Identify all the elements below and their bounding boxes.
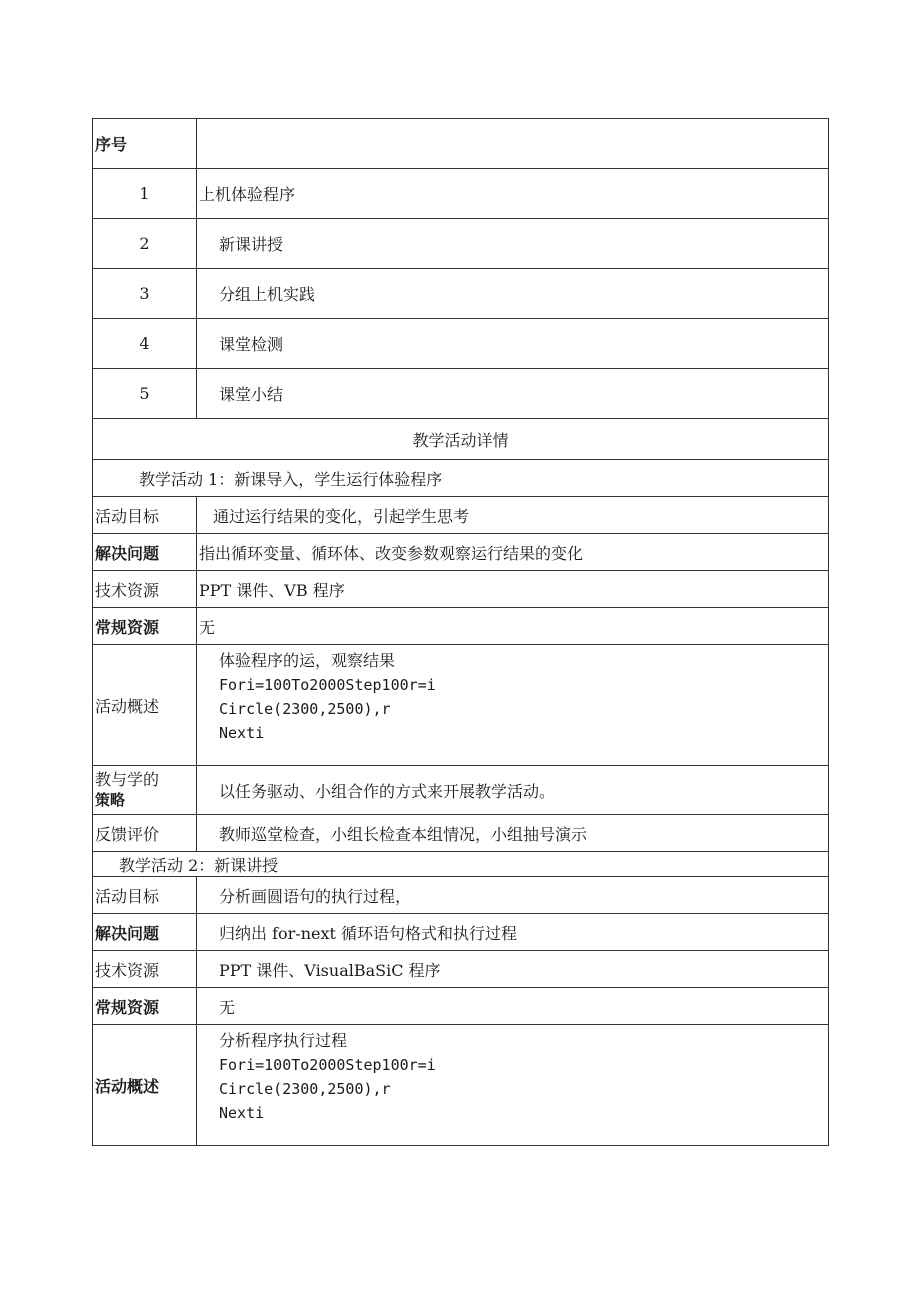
activity1-feedback: 教师巡堂检查，小组长检查本组情况，小组抽号演示: [197, 815, 829, 852]
activity1-problem-label: 解决问题: [93, 534, 197, 571]
table-row: [93, 877, 829, 914]
activity1-feedback-label: 反馈评价: [93, 815, 197, 852]
table-header-row: [93, 119, 829, 169]
activity2-goal: 分析画圆语句的执行过程，: [197, 877, 829, 914]
step-number: 1: [93, 169, 197, 219]
step-label: 分组上机实践: [197, 269, 829, 319]
activity1-tech: PPT 课件、VB 程序: [197, 571, 829, 608]
step-label: 新课讲授: [197, 219, 829, 269]
details-title-row: [93, 419, 829, 460]
activity1-title: 教学活动 1：新课导入，学生运行体验程序: [93, 460, 829, 497]
step-number: 4: [93, 319, 197, 369]
table-row: [93, 319, 829, 369]
code-line: Nexti: [219, 1104, 265, 1122]
activity1-goal-label: 活动目标: [93, 497, 197, 534]
table-row: [93, 369, 829, 419]
activity1-tech-label: 技术资源: [93, 571, 197, 608]
activity2-summary-label: 活动概述: [93, 1025, 197, 1146]
activity1-goal: 通过运行结果的变化，引起学生思考: [197, 497, 829, 534]
activity1-title-row: [93, 460, 829, 497]
activity2-tech: PPT 课件、VisualBaSiC 程序: [197, 951, 829, 988]
activity2-title-row: [93, 852, 829, 877]
step-label: 上机体验程序: [197, 169, 829, 219]
activity1-summary-label: 活动概述: [93, 645, 197, 766]
header-col2: [197, 119, 829, 169]
activity1-strategy: 以任务驱动、小组合作的方式来开展教学活动。: [197, 766, 829, 815]
activity2-regular: 无: [197, 988, 829, 1025]
table-row: [93, 169, 829, 219]
table-row: [93, 219, 829, 269]
table-row: [93, 571, 829, 608]
code-line: Fori=100To2000Step100r=i: [219, 1056, 436, 1074]
table-row: [93, 914, 829, 951]
activity2-title: 教学活动 2：新课讲授: [93, 852, 829, 877]
table-row: [93, 766, 829, 815]
activity1-summary: [197, 645, 829, 766]
code-line: Circle(2300,2500),r: [219, 700, 391, 718]
table-row: [93, 269, 829, 319]
details-title: 教学活动详情: [93, 419, 829, 460]
activity2-goal-label: 活动目标: [93, 877, 197, 914]
code-line: Circle(2300,2500),r: [219, 1080, 391, 1098]
activity1-regular: 无: [197, 608, 829, 645]
table-row: [93, 497, 829, 534]
step-number: 2: [93, 219, 197, 269]
table-row: [93, 951, 829, 988]
activity1-problem: 指出循环变量、循环体、改变参数观察运行结果的变化: [197, 534, 829, 571]
table-row: [93, 608, 829, 645]
step-label: 课堂检测: [197, 319, 829, 369]
activity1-strategy-label: [93, 766, 197, 815]
activity1-regular-label: 常规资源: [93, 608, 197, 645]
strategy-label-line1: 教与学的: [95, 770, 160, 789]
activity2-regular-label: 常规资源: [93, 988, 197, 1025]
table-row: [93, 988, 829, 1025]
strategy-label-line2: 策略: [95, 791, 126, 809]
lesson-plan-table: [92, 118, 829, 1146]
table-row: [93, 645, 829, 766]
table-row: [93, 1025, 829, 1146]
table-row: [93, 534, 829, 571]
step-number: 3: [93, 269, 197, 319]
summary-line: 分析程序执行过程: [219, 1031, 348, 1050]
step-label: 课堂小结: [197, 369, 829, 419]
activity2-problem: 归纳出 for-next 循环语句格式和执行过程: [197, 914, 829, 951]
activity2-summary: [197, 1025, 829, 1146]
activity2-problem-label: 解决问题: [93, 914, 197, 951]
activity2-tech-label: 技术资源: [93, 951, 197, 988]
summary-line: 体验程序的运，观察结果: [219, 651, 396, 670]
step-number: 5: [93, 369, 197, 419]
table-row: [93, 815, 829, 852]
header-col1: 序号: [93, 119, 197, 169]
code-line: Fori=100To2000Step100r=i: [219, 676, 436, 694]
code-line: Nexti: [219, 724, 265, 742]
